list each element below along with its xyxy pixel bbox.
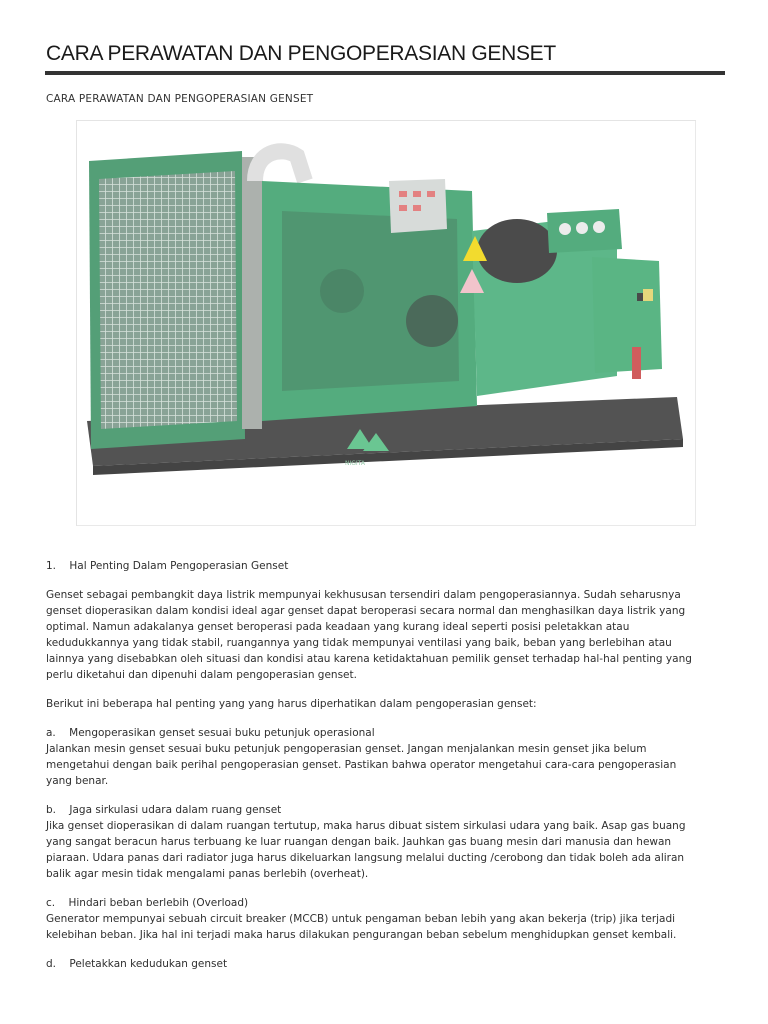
intro-line: Genset sebagai pembangkit daya listrik mempunyai kekhususan tersendiri dalam pengoperasiannya. Sudah seharusnya xyxy=(46,589,681,601)
item-d-heading: d. Peletakkan kedudukan genset xyxy=(46,958,228,970)
brand-logo-text: NIGITA xyxy=(345,460,365,467)
genset-illustration xyxy=(77,121,697,527)
item-b-line: piaraan. Udara panas dari radiator juga harus dikeluarkan langsung melalui ducting /cerobong dan tidak boleh ada aliran xyxy=(46,852,685,864)
page-subtitle: CARA PERAWATAN DAN PENGOPERASIAN GENSET xyxy=(46,93,314,105)
intro-line: kedudukkannya yang tidak stabil, ruangannya yang tidak mempunyai ventilasi yang baik, beban yang berlebihan atau xyxy=(46,637,672,649)
item-a-line: yang benar. xyxy=(46,775,109,787)
section-heading: 1. Hal Penting Dalam Pengoperasian Genset xyxy=(46,560,289,572)
intro-line: lainnya yang disebabkan oleh situasi dan kondisi atau karena ketidaktahuan pemilik genset terhadap hal-hal penting yang xyxy=(46,653,692,665)
item-b-line: balik agar mesin tidak mengalami panas berlebih (overheat). xyxy=(46,868,369,880)
lead-paragraph: Berikut ini beberapa hal penting yang yang harus diperhatikan dalam pengoperasian genset: xyxy=(46,698,537,710)
item-c-line: Generator mempunyai sebuah circuit breaker (MCCB) untuk pengaman beban lebih yang akan bekerja (trip) jika terjadi xyxy=(46,913,676,925)
title-divider xyxy=(45,71,725,75)
genset-image xyxy=(76,120,696,526)
article-body xyxy=(46,558,736,972)
page-title: CARA PERAWATAN DAN PENGOPERASIAN GENSET xyxy=(46,42,556,65)
item-a-line: Jalankan mesin genset sesuai buku petunjuk pengoperasian genset. Jangan menjalankan mesin genset jika belum xyxy=(46,743,647,755)
item-a-heading: a. Mengoperasikan genset sesuai buku petunjuk operasional xyxy=(46,727,375,739)
item-c-line: kelebihan beban. Jika hal ini terjadi maka harus dilakukan pengurangan beban sebelum menghidupkan genset kembali. xyxy=(46,929,677,941)
item-b-heading: b. Jaga sirkulasi udara dalam ruang genset xyxy=(46,804,282,816)
intro-line: optimal. Namun adakalanya genset beroperasi pada keadaan yang kurang ideal seperti posisi peletakkan atau xyxy=(46,621,630,633)
item-a-line: mengetahui dengan baik perihal pengoperasian genset. Pastikan bahwa operator mengetahui cara-cara pengoperasian xyxy=(46,759,677,771)
item-b-line: Jika genset dioperasikan di dalam ruangan tertutup, maka harus dibuat sistem sirkulasi udara yang baik. Asap gas buang xyxy=(46,820,686,832)
intro-line: perlu diketahui dan dipenuhi dalam pengoperasian genset. xyxy=(46,669,357,681)
intro-line: genset dioperasikan dalam kondisi ideal agar genset dapat beroperasi secara normal dan menghasilkan daya listrik yang xyxy=(46,605,686,617)
item-b-line: yang sangat beracun harus terbuang ke luar ruangan dengan baik. Jauhkan gas buang mesin dari manusia dan hewan xyxy=(46,836,672,848)
item-c-heading: c. Hindari beban berlebih (Overload) xyxy=(46,897,249,909)
